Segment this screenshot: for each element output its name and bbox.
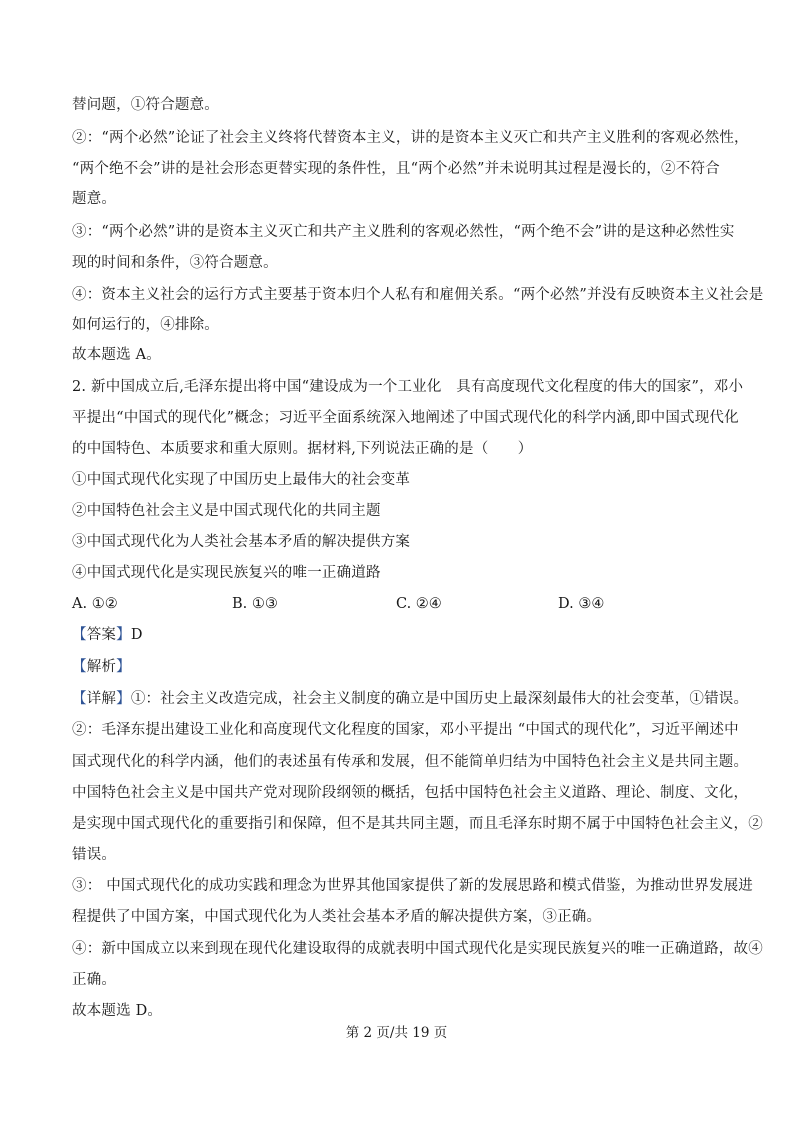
page-number: 第 2 页/共 19 页: [345, 1025, 448, 1041]
detail-line: [72, 689, 748, 709]
detail-text-line: ②：毛泽东提出建设工业化和高度现代文化程度的国家，邓小平提出 “中国式的现代化”，习近平阐述中: [72, 722, 739, 738]
analysis-bracket-open: 【: [72, 659, 87, 675]
statement-item: ①中国式现代化实现了中国历史上最伟大的社会变革: [72, 472, 411, 488]
answer-bracket-open: 【: [72, 627, 87, 643]
detail-text-line: ③： 中国式现代化的成功实践和理念为世界其他国家提供了新的发展思路和模式借鉴，为推动世界发展进: [72, 878, 754, 894]
question-stem: 的中国特色、本质要求和重大原则。据材料,下列说法正确的是（ ）: [72, 441, 533, 457]
detail-text-line: ④：新中国成立以来到现在现代化建设取得的成就表明中国式现代化是实现民族复兴的唯一正确道路，故④: [72, 941, 763, 957]
detail-text-line: 程提供了中国方案，中国式现代化为人类社会基本矛盾的解决提供方案，③正确。: [72, 909, 602, 925]
detail-text-line: 国式现代化的科学内涵，他们的表述虽有传承和发展，但不能简单归结为中国特色社会主义是共同主题。: [72, 754, 749, 770]
answer-bracket-close: 】: [116, 627, 131, 643]
text-line: 题意。: [72, 191, 117, 207]
answer-label: 答案: [86, 627, 117, 643]
option-b: B. ①③: [232, 596, 278, 612]
detail-text-line: 故本题选 D。: [72, 1003, 163, 1019]
detail-bracket-open: 【: [72, 691, 87, 707]
text-line: 故本题选 A。: [72, 347, 161, 363]
text-line: “两个绝不会”讲的是社会形态更替实现的条件性，且“两个必然”并未说明其过程是漫长的，②不符合: [72, 161, 720, 177]
statement-item: ③中国式现代化为人类社会基本矛盾的解决提供方案: [72, 534, 411, 550]
text-line: 替问题，①符合题意。: [72, 97, 219, 113]
analysis-label: 解析: [86, 659, 117, 675]
detail-bracket-close: 】: [116, 691, 131, 707]
text-line: ③：“两个必然”讲的是资本主义灭亡和共产主义胜利的客观必然性，“两个绝不会”讲的是这种必然性实: [72, 224, 735, 240]
detail-text-line: 是实现中国式现代化的重要指引和保障，但不是其共同主题，而且毛泽东时期不属于中国特色社会主义，②: [72, 816, 763, 832]
option-a: A. ①②: [72, 596, 118, 612]
statement-item: ②中国特色社会主义是中国式现代化的共同主题: [72, 503, 381, 519]
analysis-bracket-close: 】: [116, 659, 131, 675]
detail-text-line: 错误。: [72, 847, 117, 863]
text-line: ④：资本主义社会的运行方式主要基于资本归个人私有和雇佣关系。“两个必然”并没有反映资本主义社会是: [72, 287, 764, 303]
answer-line: [72, 625, 143, 645]
answer-value: D: [130, 627, 143, 643]
detail-text: ①：社会主义改造完成，社会主义制度的确立是中国历史上最深刻最伟大的社会变革，①错误。: [130, 691, 749, 707]
detail-text-line: 正确。: [72, 972, 117, 988]
text-line: 如何运行的，④排除。: [72, 317, 219, 333]
detail-text-line: 中国特色社会主义是中国共产党对现阶段纲领的概括，包括中国特色社会主义道路、理论、制度、文化，: [72, 785, 749, 801]
analysis-heading: [72, 657, 131, 677]
statement-item: ④中国式现代化是实现民族复兴的唯一正确道路: [72, 565, 381, 581]
question-stem: 平提出“中国式的现代化”概念；习近平全面系统深入地阐述了中国式现代化的科学内涵,即中国式现代化: [72, 410, 739, 426]
text-line: 现的时间和条件，③符合题意。: [72, 255, 278, 271]
option-d: D. ③④: [558, 596, 605, 612]
question-stem: 2. 新中国成立后,毛泽东提出将中国“建设成为一个工业化 具有高度现代文化程度的伟大的国家”，邓小: [72, 379, 744, 395]
text-line: ②：“两个必然”论证了社会主义终将代替资本主义，讲的是资本主义灭亡和共产主义胜利的客观必然性，: [72, 130, 749, 146]
detail-label: 详解: [86, 691, 117, 707]
option-c: C. ②④: [396, 596, 442, 612]
